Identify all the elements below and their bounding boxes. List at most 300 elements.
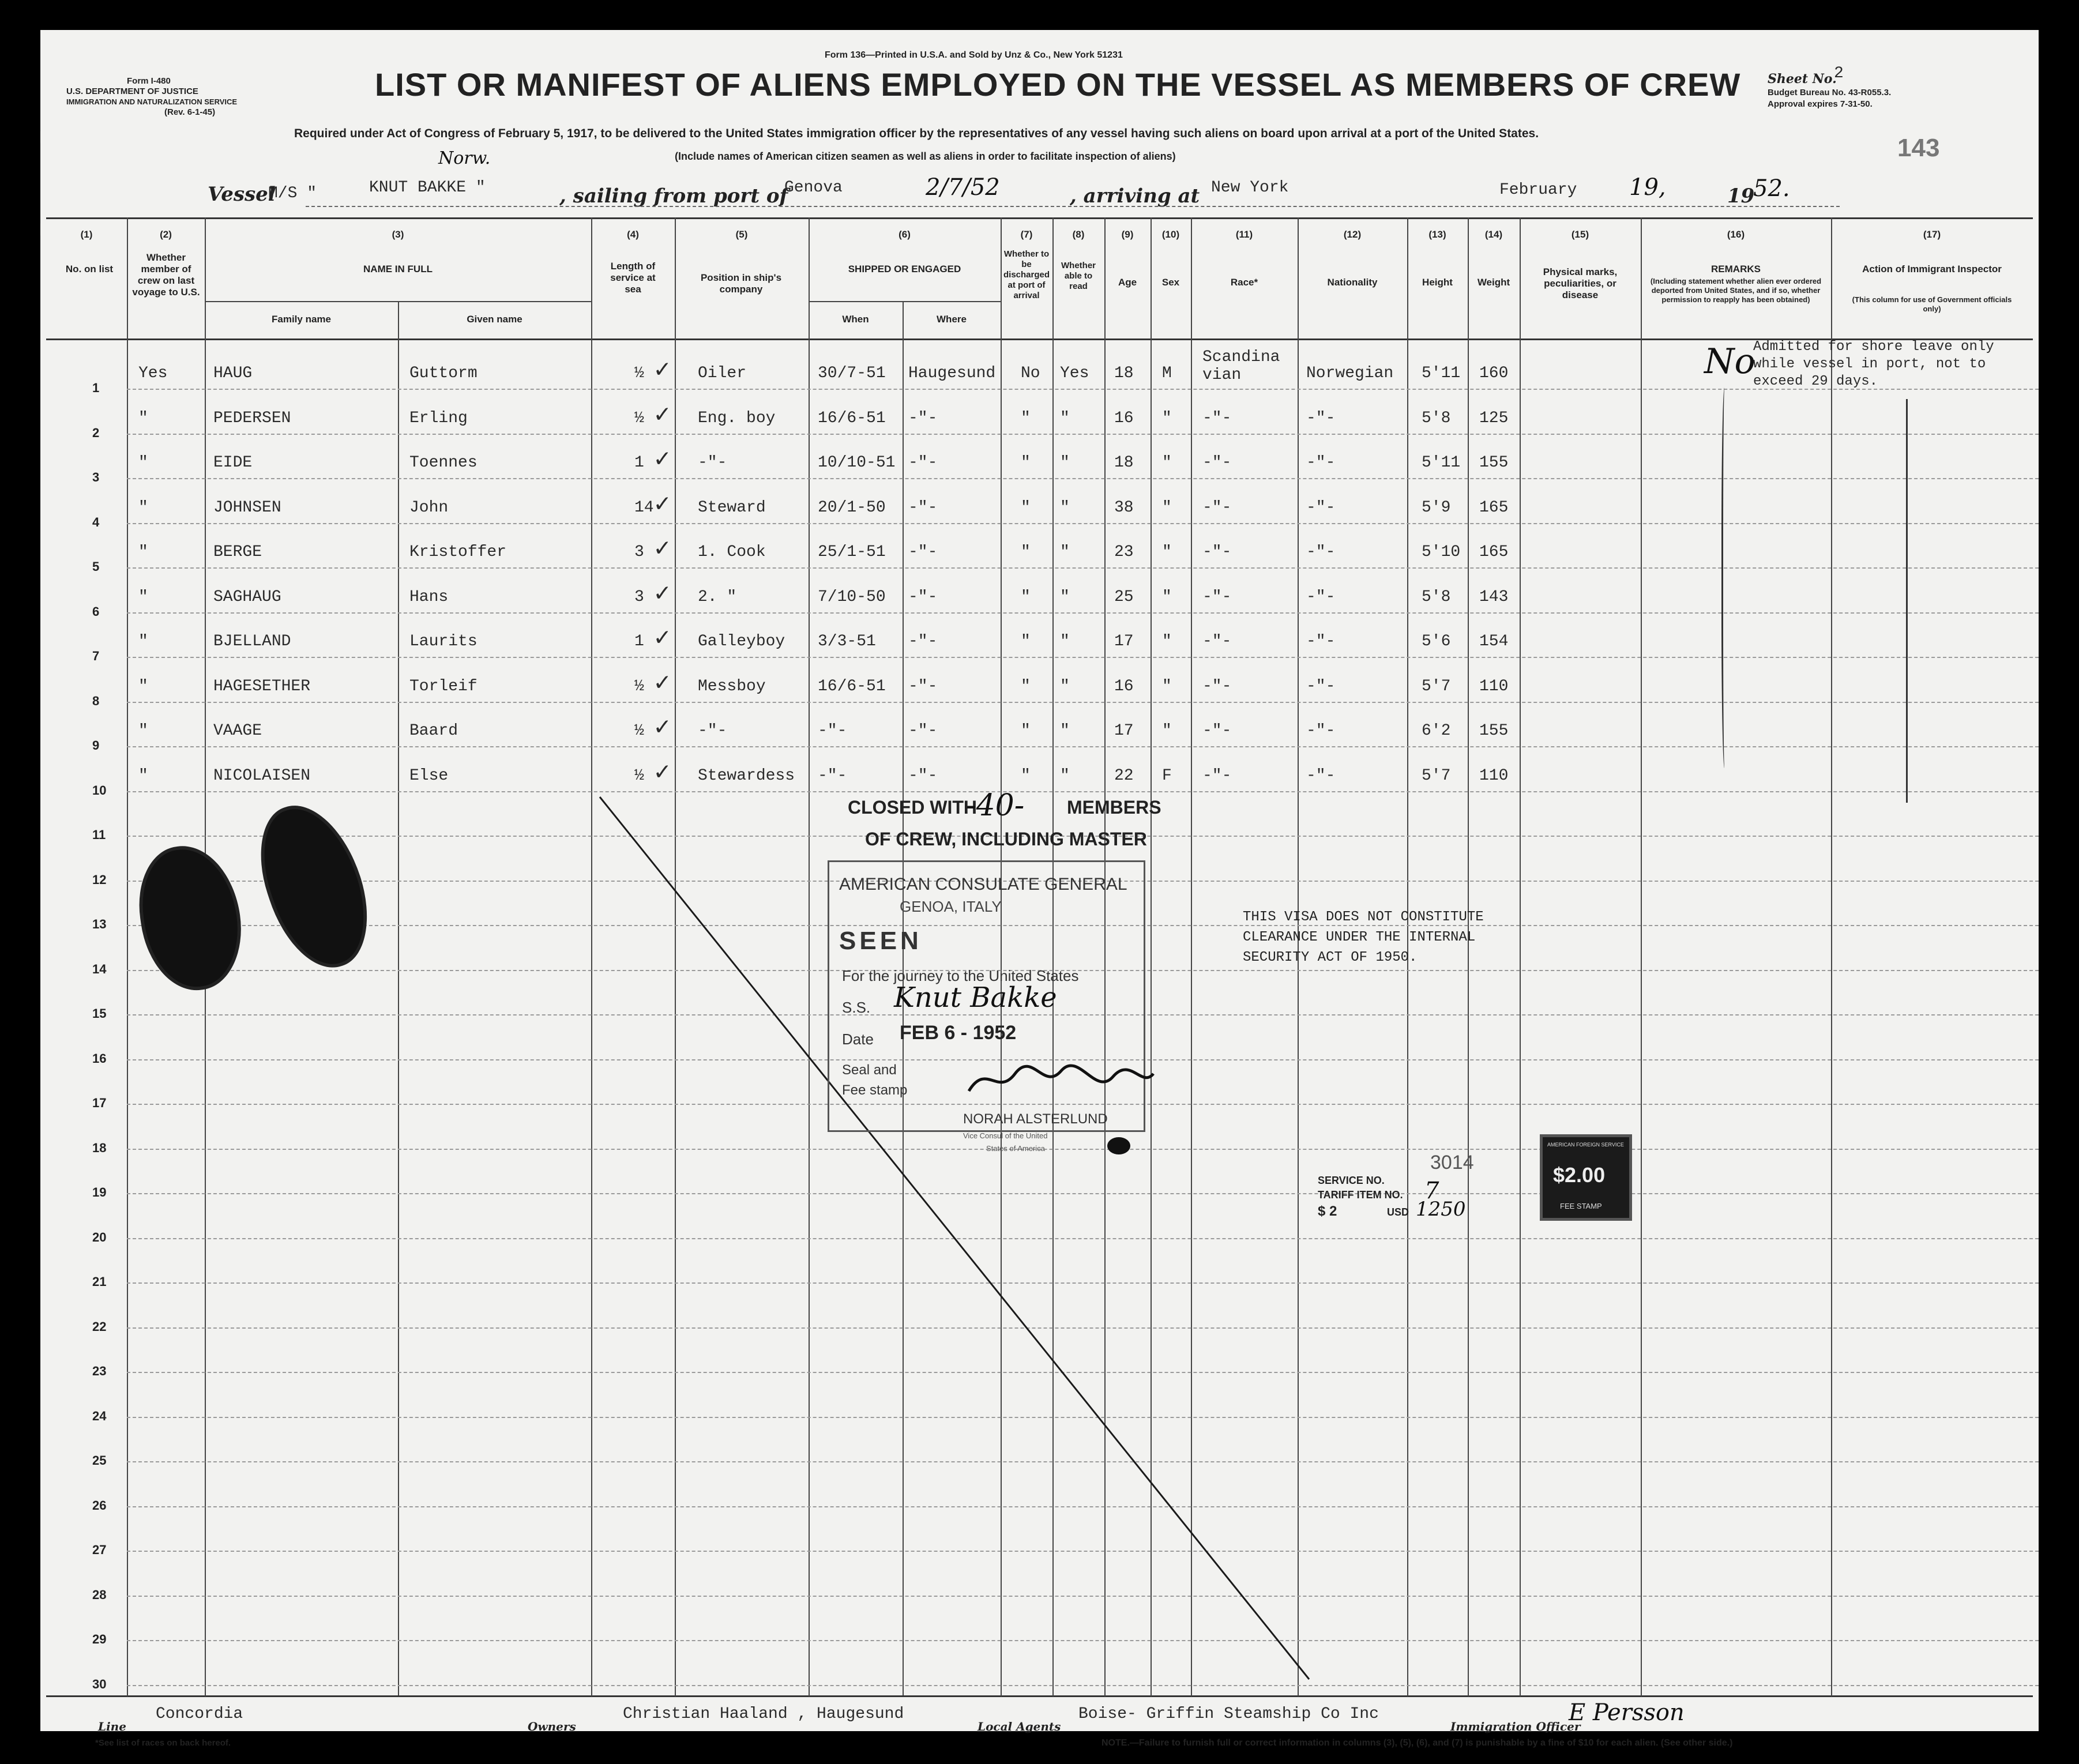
form-number: Form I-480 bbox=[127, 76, 171, 86]
footer-line-value: Concordia bbox=[156, 1705, 243, 1723]
crew-when-cell: 3/3-51 bbox=[818, 633, 876, 650]
crew-nationality-cell: -"- bbox=[1306, 454, 1336, 472]
col13-label: Height bbox=[1422, 277, 1453, 288]
crew-race-cell: -"- bbox=[1202, 543, 1232, 561]
col7-label: Whether to be discharged at port of arrival bbox=[1003, 249, 1050, 300]
vessel-flag-note: Norw. bbox=[438, 148, 491, 168]
crew-service-cell: ½ bbox=[634, 677, 644, 695]
row-number: 28 bbox=[92, 1587, 107, 1602]
row-number: 10 bbox=[92, 783, 107, 798]
crew-race-cell: -"- bbox=[1202, 588, 1232, 606]
crew-discharged-cell: " bbox=[1021, 633, 1031, 650]
row-number: 8 bbox=[92, 693, 100, 708]
crew-service-cell: 1 bbox=[634, 454, 644, 472]
row-number: 24 bbox=[92, 1408, 107, 1423]
footer-agents-label: Local Agents bbox=[978, 1720, 1061, 1733]
consulate-signer: NORAH ALSTERLUND bbox=[963, 1111, 1108, 1127]
crew-height-cell: 5'9 bbox=[1422, 498, 1451, 517]
printer-line: Form 136—Printed in U.S.A. and Sold by Unz & Co., New York 51231 bbox=[825, 50, 1123, 60]
crew-sex-cell: " bbox=[1162, 543, 1172, 561]
crew-nationality-cell: -"- bbox=[1306, 588, 1336, 606]
closed-stamp-line2: OF CREW, INCLUDING MASTER bbox=[865, 829, 1147, 849]
crew-weight-cell: 155 bbox=[1479, 722, 1509, 740]
col1-label: No. on list bbox=[65, 264, 114, 274]
crew-position-cell: Eng. boy bbox=[698, 409, 776, 427]
crew-nationality-cell: Norwegian bbox=[1306, 364, 1394, 382]
arrival-day: 19, bbox=[1629, 174, 1666, 201]
consulate-signer-title2: States of America bbox=[986, 1144, 1045, 1153]
crew-age-cell: 17 bbox=[1114, 633, 1134, 650]
crew-weight-cell: 160 bbox=[1479, 364, 1509, 382]
row-number: 9 bbox=[92, 738, 100, 753]
crew-age-cell: 18 bbox=[1114, 364, 1134, 382]
crew-last-cell: " bbox=[138, 633, 148, 650]
crew-nationality-cell: -"- bbox=[1306, 409, 1336, 427]
crew-when-cell: 25/1-51 bbox=[818, 543, 886, 561]
row-number: 18 bbox=[92, 1140, 107, 1155]
sailing-date: 2/7/52 bbox=[926, 174, 1000, 201]
crew-sex-cell: F bbox=[1162, 766, 1172, 785]
arriving-port: New York bbox=[1211, 179, 1289, 197]
footer-agents-value: Boise- Griffin Steamship Co Inc bbox=[1078, 1705, 1379, 1723]
crew-last-cell: " bbox=[138, 543, 148, 561]
col16-sub: (Including statement whether alien ever ordered deported from United States, and if so, whether permission to reapply has been obtained) bbox=[1650, 277, 1822, 304]
crew-service-cell: ½ bbox=[634, 766, 644, 785]
footer-owners-value: Christian Haaland , Haugesund bbox=[623, 1705, 904, 1723]
crew-given-cell: Baard bbox=[409, 722, 458, 740]
row-number: 1 bbox=[92, 381, 100, 395]
crew-when-cell: -"- bbox=[818, 722, 847, 740]
crew-age-cell: 17 bbox=[1114, 722, 1134, 740]
required-text: Required under Act of Congress of February 5, 1917, to be delivered to the United States immigration officer by the representatives of any vessel having such aliens on board upon arrival at a port of the United States. bbox=[294, 127, 1539, 140]
consulate-date-label: Date bbox=[842, 1030, 874, 1048]
crew-when-cell: 16/6-51 bbox=[818, 409, 886, 427]
row-number: 30 bbox=[92, 1676, 107, 1691]
check-mark-icon: ✓ bbox=[655, 580, 670, 609]
crew-read-cell: Yes bbox=[1060, 364, 1089, 382]
crew-position-cell: Galleyboy bbox=[698, 633, 785, 650]
manifest-sheet bbox=[40, 30, 2039, 1748]
crew-height-cell: 5'7 bbox=[1422, 766, 1451, 785]
crew-when-cell: 30/7-51 bbox=[818, 364, 886, 382]
crew-read-cell: " bbox=[1060, 677, 1070, 695]
check-mark-icon: ✓ bbox=[655, 669, 670, 698]
row-number: 6 bbox=[92, 604, 100, 619]
crew-nationality-cell: -"- bbox=[1306, 498, 1336, 517]
row-number: 12 bbox=[92, 872, 107, 887]
crew-where-cell: -"- bbox=[908, 543, 938, 561]
footer-note: NOTE.—Failure to furnish full or correct information in columns (3), (5), (6), and (7) is punishable by a fine of $10 for each alien. (See other side.) bbox=[1101, 1738, 1733, 1748]
closed-stamp-c: MEMBERS bbox=[1067, 797, 1161, 818]
crew-sex-cell: " bbox=[1162, 454, 1172, 472]
ink-blot bbox=[1107, 1137, 1130, 1154]
crew-service-cell: 1 bbox=[634, 633, 644, 650]
consulate-date-value: FEB 6 - 1952 bbox=[900, 1022, 1017, 1044]
crew-read-cell: " bbox=[1060, 588, 1070, 606]
crew-last-cell: Yes bbox=[138, 364, 168, 382]
row-number: 13 bbox=[92, 917, 107, 931]
check-mark-icon: ✓ bbox=[655, 625, 670, 653]
crew-given-cell: Laurits bbox=[409, 633, 478, 650]
form-revision: (Rev. 6-1-45) bbox=[164, 107, 216, 117]
arriving-label: , arriving at bbox=[1070, 185, 1200, 208]
row-number: 19 bbox=[92, 1185, 107, 1199]
fee-stamp-label: FEE STAMP bbox=[1560, 1202, 1602, 1210]
crew-given-cell: Torleif bbox=[409, 677, 478, 695]
crew-family-cell: HAUG bbox=[213, 364, 253, 382]
crew-discharged-cell: " bbox=[1021, 588, 1031, 606]
page-stamp: 143 bbox=[1897, 134, 1940, 162]
remarks-mark: No bbox=[1704, 341, 1755, 382]
tariff-label: TARIFF ITEM NO. bbox=[1318, 1189, 1403, 1201]
crew-read-cell: " bbox=[1060, 543, 1070, 561]
crew-height-cell: 5'10 bbox=[1422, 543, 1461, 561]
crew-service-cell: 14 bbox=[634, 498, 654, 517]
sailing-port: Genova bbox=[784, 179, 843, 197]
crew-sex-cell: " bbox=[1162, 588, 1172, 606]
crew-discharged-cell: " bbox=[1021, 543, 1031, 561]
crew-when-cell: 7/10-50 bbox=[818, 588, 886, 606]
crew-family-cell: SAGHAUG bbox=[213, 588, 281, 606]
crew-sex-cell: " bbox=[1162, 498, 1172, 517]
col6-num: (6) bbox=[898, 229, 911, 240]
col6-label: SHIPPED OR ENGAGED bbox=[848, 264, 961, 274]
crew-last-cell: " bbox=[138, 409, 148, 427]
crew-race-cell: -"- bbox=[1202, 409, 1232, 427]
crew-nationality-cell: -"- bbox=[1306, 766, 1336, 785]
col1-num: (1) bbox=[80, 229, 93, 240]
include-text: (Include names of American citizen seamen as well as aliens in order to facilitate inspection of aliens) bbox=[675, 151, 1176, 162]
crew-family-cell: PEDERSEN bbox=[213, 409, 291, 427]
crew-where-cell: -"- bbox=[908, 633, 938, 650]
crew-last-cell: " bbox=[138, 588, 148, 606]
row-number: 25 bbox=[92, 1453, 107, 1468]
crew-position-cell: Steward bbox=[698, 498, 766, 517]
agency-line2: IMMIGRATION AND NATURALIZATION SERVICE bbox=[66, 97, 238, 106]
service-number: 3014 bbox=[1430, 1152, 1474, 1174]
row-number: 2 bbox=[92, 425, 100, 440]
col17-sub: (This column for use of Government officials only) bbox=[1852, 295, 2012, 313]
row-number: 21 bbox=[92, 1274, 107, 1289]
crew-when-cell: 20/1-50 bbox=[818, 498, 886, 517]
crew-sex-cell: " bbox=[1162, 633, 1172, 650]
row-number: 17 bbox=[92, 1096, 107, 1110]
col3-family-header: Family name bbox=[272, 314, 331, 325]
crew-position-cell: Oiler bbox=[698, 364, 747, 382]
crew-where-cell: -"- bbox=[908, 454, 938, 472]
crew-weight-cell: 155 bbox=[1479, 454, 1509, 472]
row-number: 11 bbox=[92, 828, 106, 842]
consulate-title: AMERICAN CONSULATE GENERAL bbox=[839, 875, 1127, 894]
crew-age-cell: 23 bbox=[1114, 543, 1134, 561]
crew-read-cell: " bbox=[1060, 722, 1070, 740]
crew-last-cell: " bbox=[138, 677, 148, 695]
remarks-note: Admitted for shore leave only while vessel in port, not to exceed 29 days. bbox=[1753, 339, 1994, 389]
row-number: 22 bbox=[92, 1319, 107, 1334]
col8-num: (8) bbox=[1072, 229, 1085, 240]
consulate-ss-label: S.S. bbox=[842, 999, 871, 1016]
crew-discharged-cell: " bbox=[1021, 722, 1031, 740]
crew-family-cell: VAAGE bbox=[213, 722, 262, 740]
crew-weight-cell: 143 bbox=[1479, 588, 1509, 606]
crew-family-cell: BJELLAND bbox=[213, 633, 291, 650]
crew-position-cell: 1. Cook bbox=[698, 543, 766, 561]
col5-num: (5) bbox=[735, 229, 748, 240]
sailing-label: , sailing from port of bbox=[559, 185, 788, 208]
vessel-label: Vessel bbox=[208, 183, 276, 206]
crew-sex-cell: " bbox=[1162, 722, 1172, 740]
consulate-signer-title1: Vice Consul of the United bbox=[963, 1131, 1048, 1140]
col11-label: Race* bbox=[1230, 277, 1258, 288]
crew-where-cell: -"- bbox=[908, 588, 938, 606]
consulate-seal-label2: Fee stamp bbox=[842, 1082, 908, 1098]
crew-race-cell: Scandina vian bbox=[1202, 348, 1280, 384]
crew-last-cell: " bbox=[138, 722, 148, 740]
row-number: 16 bbox=[92, 1051, 107, 1066]
col11-num: (11) bbox=[1235, 229, 1253, 240]
col4-label: Length of service at sea bbox=[610, 261, 656, 295]
crew-family-cell: JOHNSEN bbox=[213, 498, 281, 517]
col9-label: Age bbox=[1118, 277, 1137, 288]
col15-label: Physical marks, peculiarities, or disease bbox=[1543, 266, 1618, 300]
crew-nationality-cell: -"- bbox=[1306, 677, 1336, 695]
service-usd: USD bbox=[1387, 1206, 1409, 1218]
crew-weight-cell: 165 bbox=[1479, 498, 1509, 517]
crew-discharged-cell: " bbox=[1021, 498, 1031, 517]
vessel-name: KNUT BAKKE " bbox=[369, 179, 486, 197]
crew-age-cell: 18 bbox=[1114, 454, 1134, 472]
crew-nationality-cell: -"- bbox=[1306, 543, 1336, 561]
arrival-year-prefix: 19 bbox=[1727, 185, 1755, 208]
service-usd-value: 1250 bbox=[1416, 1198, 1466, 1221]
col17-num: (17) bbox=[1923, 229, 1941, 240]
sheet-label: Sheet No. bbox=[1768, 72, 1837, 86]
crew-discharged-cell: No bbox=[1021, 364, 1040, 382]
crew-height-cell: 5'8 bbox=[1422, 588, 1451, 606]
agency-line1: U.S. DEPARTMENT OF JUSTICE bbox=[66, 86, 198, 96]
crew-weight-cell: 110 bbox=[1479, 766, 1509, 785]
crew-given-cell: Guttorm bbox=[409, 364, 478, 382]
crew-age-cell: 16 bbox=[1114, 409, 1134, 427]
crew-read-cell: " bbox=[1060, 766, 1070, 785]
crew-nationality-cell: -"- bbox=[1306, 722, 1336, 740]
check-mark-icon: ✓ bbox=[655, 535, 670, 564]
col3-label: NAME IN FULL bbox=[363, 264, 433, 274]
footer-officer-signature: E Persson bbox=[1569, 1699, 1685, 1726]
crew-discharged-cell: " bbox=[1021, 454, 1031, 472]
footer-officer-label: Immigration Officer bbox=[1450, 1720, 1581, 1733]
col5-label: Position in ship's company bbox=[700, 272, 782, 295]
footer-owners-label: Owners bbox=[528, 1720, 576, 1733]
col2-label: Whether member of crew on last voyage to U.S. bbox=[132, 252, 200, 298]
check-mark-icon: ✓ bbox=[655, 490, 670, 520]
crew-age-cell: 22 bbox=[1114, 766, 1134, 785]
crew-where-cell: -"- bbox=[908, 766, 938, 785]
crew-read-cell: " bbox=[1060, 633, 1070, 650]
col7-num: (7) bbox=[1020, 229, 1033, 240]
crew-given-cell: Kristoffer bbox=[409, 543, 507, 561]
crew-position-cell: -"- bbox=[698, 454, 727, 472]
visa-note-line2: CLEARANCE UNDER THE INTERNAL bbox=[1243, 930, 1476, 945]
col4-num: (4) bbox=[627, 229, 639, 240]
service-amount: $ 2 bbox=[1318, 1203, 1337, 1219]
crew-read-cell: " bbox=[1060, 498, 1070, 517]
arrival-year: 52. bbox=[1753, 175, 1790, 202]
crew-height-cell: 5'7 bbox=[1422, 677, 1451, 695]
check-mark-icon: ✓ bbox=[655, 356, 670, 385]
sheet-number: 2 bbox=[1834, 65, 1844, 82]
crew-sex-cell: M bbox=[1162, 364, 1172, 382]
visa-note-line1: THIS VISA DOES NOT CONSTITUTE bbox=[1243, 909, 1484, 925]
consulate-seen: SEEN bbox=[839, 927, 922, 955]
check-mark-icon: ✓ bbox=[655, 401, 670, 430]
row-number: 20 bbox=[92, 1229, 107, 1244]
crew-service-cell: ½ bbox=[634, 409, 644, 427]
crew-race-cell: -"- bbox=[1202, 454, 1232, 472]
crew-discharged-cell: " bbox=[1021, 766, 1031, 785]
crew-read-cell: " bbox=[1060, 454, 1070, 472]
footer-line-label: Line bbox=[98, 1720, 126, 1733]
crew-position-cell: Stewardess bbox=[698, 766, 795, 785]
row-number: 29 bbox=[92, 1632, 107, 1646]
crew-when-cell: 10/10-51 bbox=[818, 454, 896, 472]
consul-signature bbox=[963, 1056, 1159, 1108]
crew-last-cell: " bbox=[138, 454, 148, 472]
crew-nationality-cell: -"- bbox=[1306, 633, 1336, 650]
col8-label: Whether able to read bbox=[1061, 261, 1096, 291]
crew-family-cell: EIDE bbox=[213, 454, 253, 472]
crew-given-cell: Else bbox=[409, 766, 449, 785]
crew-age-cell: 38 bbox=[1114, 498, 1134, 517]
crew-weight-cell: 110 bbox=[1479, 677, 1509, 695]
budget-bureau: Budget Bureau No. 43-R055.3. bbox=[1768, 88, 1892, 97]
consulate-journey: For the journey to the United States bbox=[842, 967, 1079, 984]
crew-sex-cell: " bbox=[1162, 409, 1172, 427]
check-mark-icon: ✓ bbox=[655, 446, 670, 475]
visa-note-line3: SECURITY ACT OF 1950. bbox=[1243, 950, 1418, 965]
crew-service-cell: 3 bbox=[634, 543, 644, 561]
col10-num: (10) bbox=[1161, 229, 1180, 240]
crew-sex-cell: " bbox=[1162, 677, 1172, 695]
service-label: SERVICE NO. bbox=[1318, 1175, 1385, 1186]
crew-where-cell: -"- bbox=[908, 409, 938, 427]
crew-given-cell: Hans bbox=[409, 588, 449, 606]
crew-weight-cell: 125 bbox=[1479, 409, 1509, 427]
row-number: 26 bbox=[92, 1498, 107, 1513]
col3-given-header: Given name bbox=[467, 314, 522, 325]
crew-height-cell: 5'11 bbox=[1422, 364, 1461, 382]
crew-where-cell: -"- bbox=[908, 722, 938, 740]
crew-race-cell: -"- bbox=[1202, 766, 1232, 785]
closed-stamp-count: -40- bbox=[966, 788, 1025, 823]
col15-num: (15) bbox=[1571, 229, 1589, 240]
crew-position-cell: 2. " bbox=[698, 588, 737, 606]
col9-num: (9) bbox=[1121, 229, 1134, 240]
crew-when-cell: -"- bbox=[818, 766, 847, 785]
col10-label: Sex bbox=[1161, 277, 1180, 288]
crew-service-cell: 3 bbox=[634, 588, 644, 606]
crew-height-cell: 5'6 bbox=[1422, 633, 1451, 650]
crew-discharged-cell: " bbox=[1021, 409, 1031, 427]
approval-expiry: Approval expires 7-31-50. bbox=[1768, 99, 1873, 109]
row-number: 4 bbox=[92, 514, 100, 529]
col14-label: Weight bbox=[1477, 277, 1510, 288]
crew-given-cell: Erling bbox=[409, 409, 468, 427]
crew-last-cell: " bbox=[138, 766, 148, 785]
crew-family-cell: HAGESETHER bbox=[213, 677, 311, 695]
row-number: 27 bbox=[92, 1543, 107, 1557]
fee-stamp bbox=[1540, 1134, 1632, 1221]
crew-weight-cell: 154 bbox=[1479, 633, 1509, 650]
row-number: 3 bbox=[92, 470, 100, 484]
crew-read-cell: " bbox=[1060, 409, 1070, 427]
crew-height-cell: 5'8 bbox=[1422, 409, 1451, 427]
crew-race-cell: -"- bbox=[1202, 722, 1232, 740]
crew-family-cell: NICOLAISEN bbox=[213, 766, 311, 785]
consulate-ss-value: Knut Bakke bbox=[894, 981, 1057, 1014]
col16-label: REMARKS bbox=[1711, 264, 1761, 274]
crew-where-cell: -"- bbox=[908, 677, 938, 695]
crew-height-cell: 6'2 bbox=[1422, 722, 1451, 740]
crew-weight-cell: 165 bbox=[1479, 543, 1509, 561]
footer-races-note: *See list of races on back hereof. bbox=[95, 1738, 231, 1748]
row-number: 7 bbox=[92, 649, 100, 663]
crew-race-cell: -"- bbox=[1202, 633, 1232, 650]
consulate-seal-label1: Seal and bbox=[842, 1062, 897, 1078]
col6-when-header: When bbox=[842, 314, 869, 325]
arrival-month: February bbox=[1499, 181, 1577, 199]
col3-num: (3) bbox=[392, 229, 404, 240]
fee-stamp-value: $2.00 bbox=[1553, 1163, 1606, 1187]
col2-num: (2) bbox=[160, 229, 172, 240]
row-number: 14 bbox=[92, 961, 107, 976]
crew-last-cell: " bbox=[138, 498, 148, 517]
crew-age-cell: 25 bbox=[1114, 588, 1134, 606]
consulate-city: GENOA, ITALY bbox=[900, 898, 1002, 915]
row-number: 15 bbox=[92, 1006, 107, 1021]
crew-position-cell: Messboy bbox=[698, 677, 766, 695]
row-number: 23 bbox=[92, 1364, 107, 1378]
col12-num: (12) bbox=[1343, 229, 1362, 240]
crew-family-cell: BERGE bbox=[213, 543, 262, 561]
crew-given-cell: Toennes bbox=[409, 454, 478, 472]
vessel-prefix: M/S " bbox=[268, 185, 317, 202]
col13-num: (13) bbox=[1428, 229, 1446, 240]
page-title: LIST OR MANIFEST OF ALIENS EMPLOYED ON THE VESSEL AS MEMBERS OF CREW bbox=[375, 66, 1741, 103]
row-number: 5 bbox=[92, 559, 100, 574]
col16-num: (16) bbox=[1727, 229, 1745, 240]
crew-height-cell: 5'11 bbox=[1422, 454, 1461, 472]
crew-race-cell: -"- bbox=[1202, 498, 1232, 517]
col12-label: Nationality bbox=[1327, 277, 1378, 288]
crew-when-cell: 16/6-51 bbox=[818, 677, 886, 695]
crew-race-cell: -"- bbox=[1202, 677, 1232, 695]
crew-service-cell: ½ bbox=[634, 722, 644, 740]
crew-where-cell: -"- bbox=[908, 498, 938, 517]
tariff-value: 7 bbox=[1424, 1178, 1439, 1204]
col6-where-header: Where bbox=[937, 314, 967, 325]
check-mark-icon: ✓ bbox=[655, 714, 670, 743]
col14-num: (14) bbox=[1484, 229, 1503, 240]
crew-service-cell: ½ bbox=[634, 364, 644, 382]
check-mark-icon: ✓ bbox=[655, 758, 670, 788]
col17-label: Action of Immigrant Inspector bbox=[1862, 264, 2002, 274]
closed-stamp-a: CLOSED WITH bbox=[848, 797, 977, 818]
crew-age-cell: 16 bbox=[1114, 677, 1134, 695]
fee-stamp-top: AMERICAN FOREIGN SERVICE bbox=[1547, 1142, 1624, 1148]
crew-discharged-cell: " bbox=[1021, 677, 1031, 695]
crew-given-cell: John bbox=[409, 498, 449, 517]
